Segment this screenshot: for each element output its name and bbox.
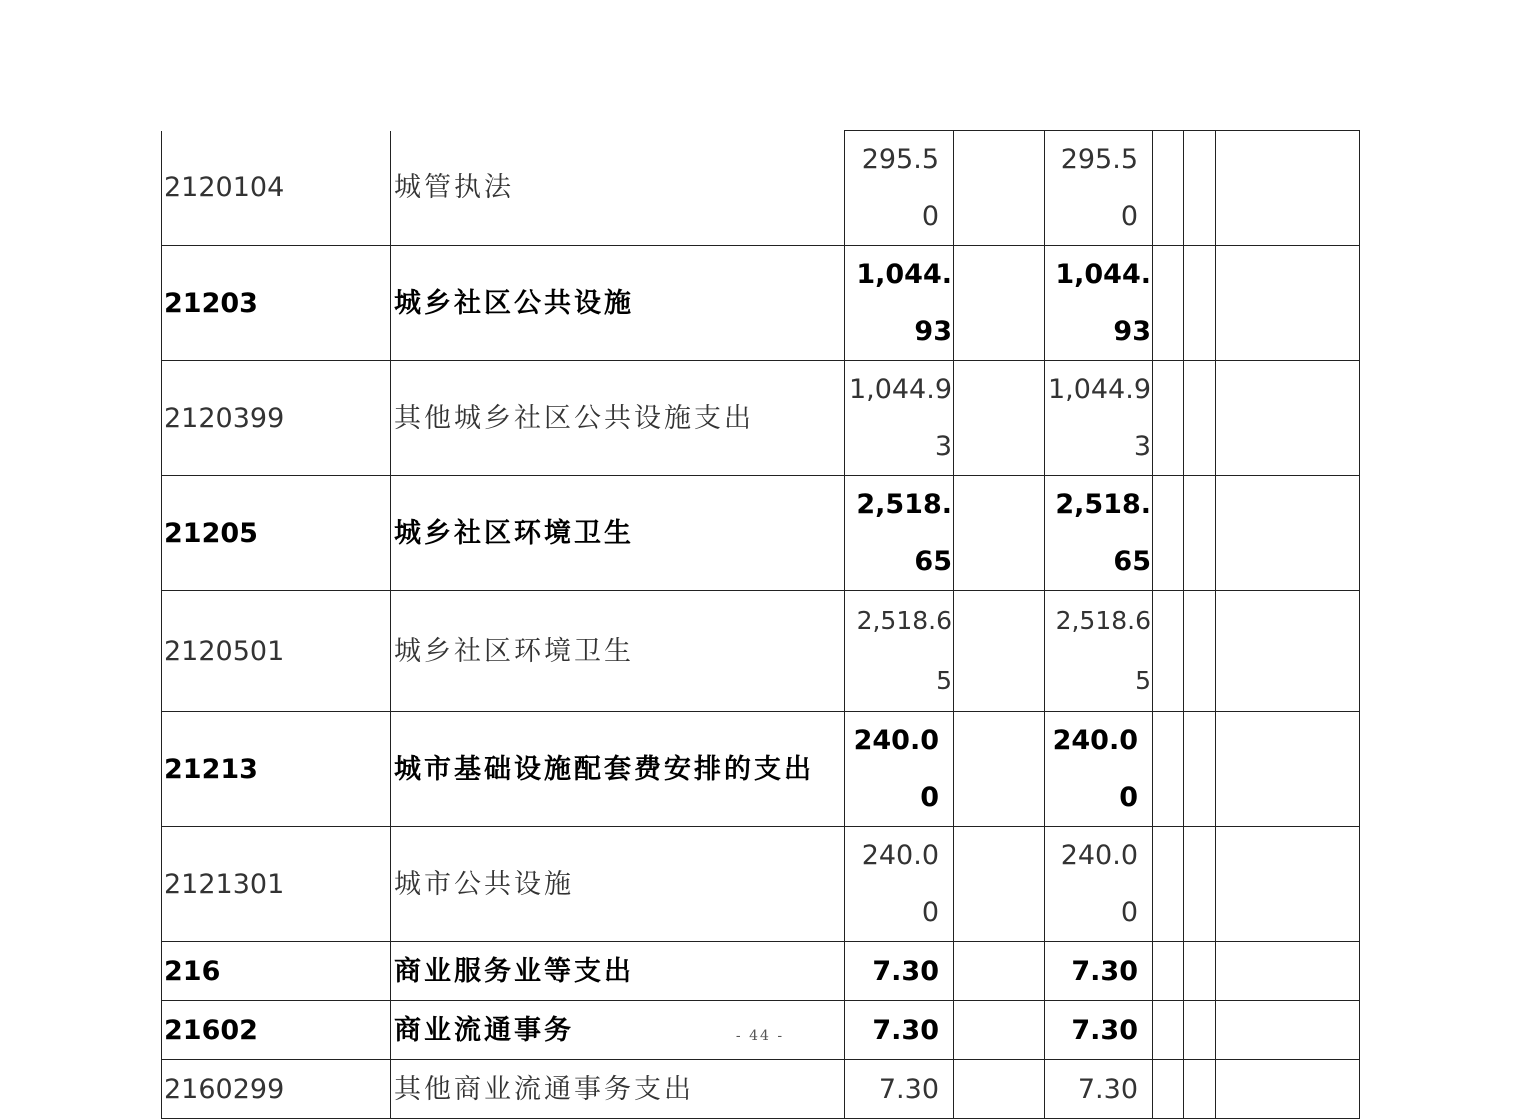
table-row bbox=[162, 246, 1360, 361]
empty-cell bbox=[1153, 246, 1184, 361]
category-code: 2120399 bbox=[162, 361, 391, 476]
amount-general-budget: 1,044.93 bbox=[1045, 361, 1153, 476]
category-code: 2120501 bbox=[162, 591, 391, 712]
empty-cell bbox=[1153, 361, 1184, 476]
amount-total: 2,518.65 bbox=[845, 591, 954, 712]
category-code: 2120104 bbox=[162, 131, 391, 246]
empty-cell bbox=[1216, 591, 1360, 712]
amount-general-budget: 1,044.93 bbox=[1045, 246, 1153, 361]
page-number: - 44 - bbox=[735, 1028, 785, 1044]
amount-total: 1,044.93 bbox=[845, 246, 954, 361]
category-name: 其他城乡社区公共设施支出 bbox=[391, 361, 845, 476]
amount-general-budget: 7.30 bbox=[1045, 1001, 1153, 1060]
empty-cell bbox=[1184, 1060, 1216, 1119]
table-row bbox=[162, 827, 1360, 942]
amount-total: 7.30 bbox=[845, 1001, 954, 1060]
empty-cell bbox=[1153, 1060, 1184, 1119]
table-row bbox=[162, 476, 1360, 591]
amount-general-budget: 7.30 bbox=[1045, 1060, 1153, 1119]
category-code: 21203 bbox=[162, 246, 391, 361]
empty-cell bbox=[954, 591, 1045, 712]
table-row bbox=[162, 591, 1360, 712]
budget-expenditure-table bbox=[161, 130, 1360, 1119]
category-name: 其他商业流通事务支出 bbox=[391, 1060, 845, 1119]
empty-cell bbox=[954, 942, 1045, 1001]
amount-general-budget: 295.50 bbox=[1045, 131, 1153, 246]
category-name: 城乡社区环境卫生 bbox=[391, 476, 845, 591]
table-row bbox=[162, 361, 1360, 476]
empty-cell bbox=[1216, 361, 1360, 476]
amount-total: 7.30 bbox=[845, 942, 954, 1001]
empty-cell bbox=[1153, 942, 1184, 1001]
table-row bbox=[162, 942, 1360, 1001]
amount-general-budget: 7.30 bbox=[1045, 942, 1153, 1001]
amount-total: 2,518.65 bbox=[845, 476, 954, 591]
amount-general-budget: 2,518.65 bbox=[1045, 476, 1153, 591]
empty-cell bbox=[1216, 712, 1360, 827]
empty-cell bbox=[954, 361, 1045, 476]
category-name: 城市基础设施配套费安排的支出 bbox=[391, 712, 845, 827]
empty-cell bbox=[1184, 827, 1216, 942]
category-code: 216 bbox=[162, 942, 391, 1001]
category-code: 2160299 bbox=[162, 1060, 391, 1119]
table-row bbox=[162, 1060, 1360, 1119]
amount-general-budget: 240.00 bbox=[1045, 827, 1153, 942]
empty-cell bbox=[1184, 476, 1216, 591]
empty-cell bbox=[1184, 591, 1216, 712]
empty-cell bbox=[1153, 591, 1184, 712]
empty-cell bbox=[1153, 476, 1184, 591]
empty-cell bbox=[1153, 131, 1184, 246]
empty-cell bbox=[1184, 361, 1216, 476]
category-name: 商业流通事务 bbox=[391, 1001, 845, 1060]
category-code: 21602 bbox=[162, 1001, 391, 1060]
empty-cell bbox=[954, 131, 1045, 246]
category-code: 2121301 bbox=[162, 827, 391, 942]
empty-cell bbox=[1216, 476, 1360, 591]
empty-cell bbox=[1216, 942, 1360, 1001]
amount-general-budget: 2,518.65 bbox=[1045, 591, 1153, 712]
category-code: 21213 bbox=[162, 712, 391, 827]
category-name: 城乡社区环境卫生 bbox=[391, 591, 845, 712]
empty-cell bbox=[954, 712, 1045, 827]
amount-general-budget: 240.00 bbox=[1045, 712, 1153, 827]
empty-cell bbox=[1216, 131, 1360, 246]
amount-total: 1,044.93 bbox=[845, 361, 954, 476]
empty-cell bbox=[1153, 827, 1184, 942]
amount-total: 7.30 bbox=[845, 1060, 954, 1119]
empty-cell bbox=[954, 827, 1045, 942]
empty-cell bbox=[1216, 827, 1360, 942]
category-name: 城市公共设施 bbox=[391, 827, 845, 942]
amount-total: 240.00 bbox=[845, 712, 954, 827]
category-name: 商业服务业等支出 bbox=[391, 942, 845, 1001]
empty-cell bbox=[1153, 712, 1184, 827]
empty-cell bbox=[1216, 1060, 1360, 1119]
empty-cell bbox=[1184, 246, 1216, 361]
amount-total: 295.50 bbox=[845, 131, 954, 246]
empty-cell bbox=[954, 1060, 1045, 1119]
empty-cell bbox=[954, 476, 1045, 591]
table-row bbox=[162, 131, 1360, 246]
category-name: 城乡社区公共设施 bbox=[391, 246, 845, 361]
empty-cell bbox=[1184, 942, 1216, 1001]
empty-cell bbox=[954, 246, 1045, 361]
amount-total: 240.00 bbox=[845, 827, 954, 942]
table-row bbox=[162, 712, 1360, 827]
empty-cell bbox=[1216, 246, 1360, 361]
category-name: 城管执法 bbox=[391, 131, 845, 246]
empty-cell bbox=[1184, 712, 1216, 827]
empty-cell bbox=[1184, 131, 1216, 246]
category-code: 21205 bbox=[162, 476, 391, 591]
